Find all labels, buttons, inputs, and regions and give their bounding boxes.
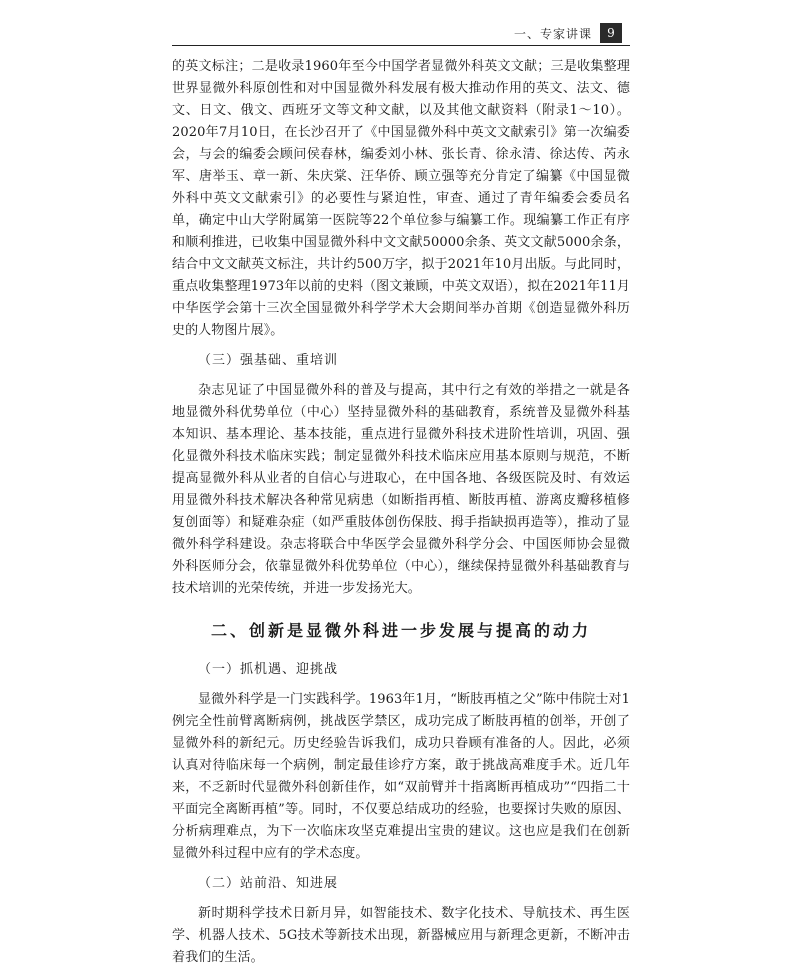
paragraph-continued: 的英文标注；二是收录1960年至今中国学者显微外科英文文献；三是收集整理世界显微外科原创性和对中国显微外科发展有极大推动作用的英文、法文、德文、日文、俄文、西班牙文等文种文献，以及其他文献资料（附录1～10）。2020年7月10日，在长沙召开了《中国显微外科中英文文献索引》第一次编委会，与会的编委会顾问侯春林，编委刘小林、张长青、徐永清、徐达传、芮永军、唐举玉、章一新、朱庆棠、汪华侨、顾立强等充分肯定了编纂《中国显微外科中英文文献索引》的必要性与紧迫性，审查、通过了青年编委会委员名单，确定中山大学附属第一医院等22个单位参与编纂工作。现编纂工作正有序和顺利推进，已收集中国显微外科中文文献50000余条、英文文献5000余条，结合中文文献英文标注，共计约500万字，拟于2021年10月出版。与此同时，重点收集整理1973年以前的史料（图文兼顾，中英文双语），拟在2021年11月中华医学会第十三次全国显微外科学学术大会期间举办首期《创造显微外科历史的人物图片展》。	[172, 59, 630, 338]
running-header	[172, 23, 630, 46]
subheading-strengthen-training: （三）强基础、重培训	[198, 353, 339, 368]
body-content	[172, 56, 630, 969]
header-section-title: 一、专家讲课	[513, 27, 592, 41]
page-number: 9	[600, 23, 622, 43]
paragraph-practice: 显微外科学是一门实践科学。1963年1月，“断肢再植之父”陈中伟院士对1例完全性前臂离断病例，挑战医学禁区，成功完成了断肢再植的创举，开创了显微外科的新纪元。历史经验告诉我们，成功只眷顾有准备的人。因此，必须认真对待临床每一个病例，制定最佳诊疗方案，敢于挑战高难度手术。近几年来，不乏新时代显微外科创新佳作，如“双前臂并十指离断再植成功”“四指二十平面完全离断再植”等。同时，不仅要总结成功的经验，也要探讨失败的原因、分析病理难点，为下一次临床攻坚克难提出宝贵的建议。这也应是我们在创新显微外科过程中应有的学术态度。	[172, 692, 630, 861]
section-title-innovation: 二、创新是显微外科进一步发展与提高的动力	[210, 621, 591, 640]
paragraph-new-tech: 新时期科学技术日新月异，如智能技术、数字化技术、导航技术、再生医学、机器人技术、5G技术等新技术出现，新器械应用与新理念更新，不断冲击着我们的生活。	[172, 906, 630, 965]
paragraph-training: 杂志见证了中国显微外科的普及与提高，其中行之有效的举措之一就是各地显微外科优势单位（中心）坚持显微外科的基础教育，系统普及显微外科基本知识、基本理论、基本技能，重点进行显微外科技术进阶性培训，巩固、强化显微外科技术临床实践；制定显微外科技术临床应用基本原则与规范，不断提高显微外科从业者的自信心与进取心，在中国各地、各级医院及时、有效运用显微外科技术解决各种常见病患（如断指再植、断肢再植、游离皮瓣移植修复创面等）和疑难杂症（如严重肢体创伤保肢、拇手指缺损再造等），推动了显微外科学科建设。杂志将联合中华医学会显微外科学分会、中国医师协会显微外科医师分会，依靠显微外科优势单位（中心），继续保持显微外科基础教育与技术培训的光荣传统，并进一步发扬光大。	[172, 383, 630, 596]
subheading-opportunity: （一）抓机遇、迎挑战	[198, 662, 339, 677]
subheading-frontier: （二）站前沿、知进展	[198, 876, 339, 891]
